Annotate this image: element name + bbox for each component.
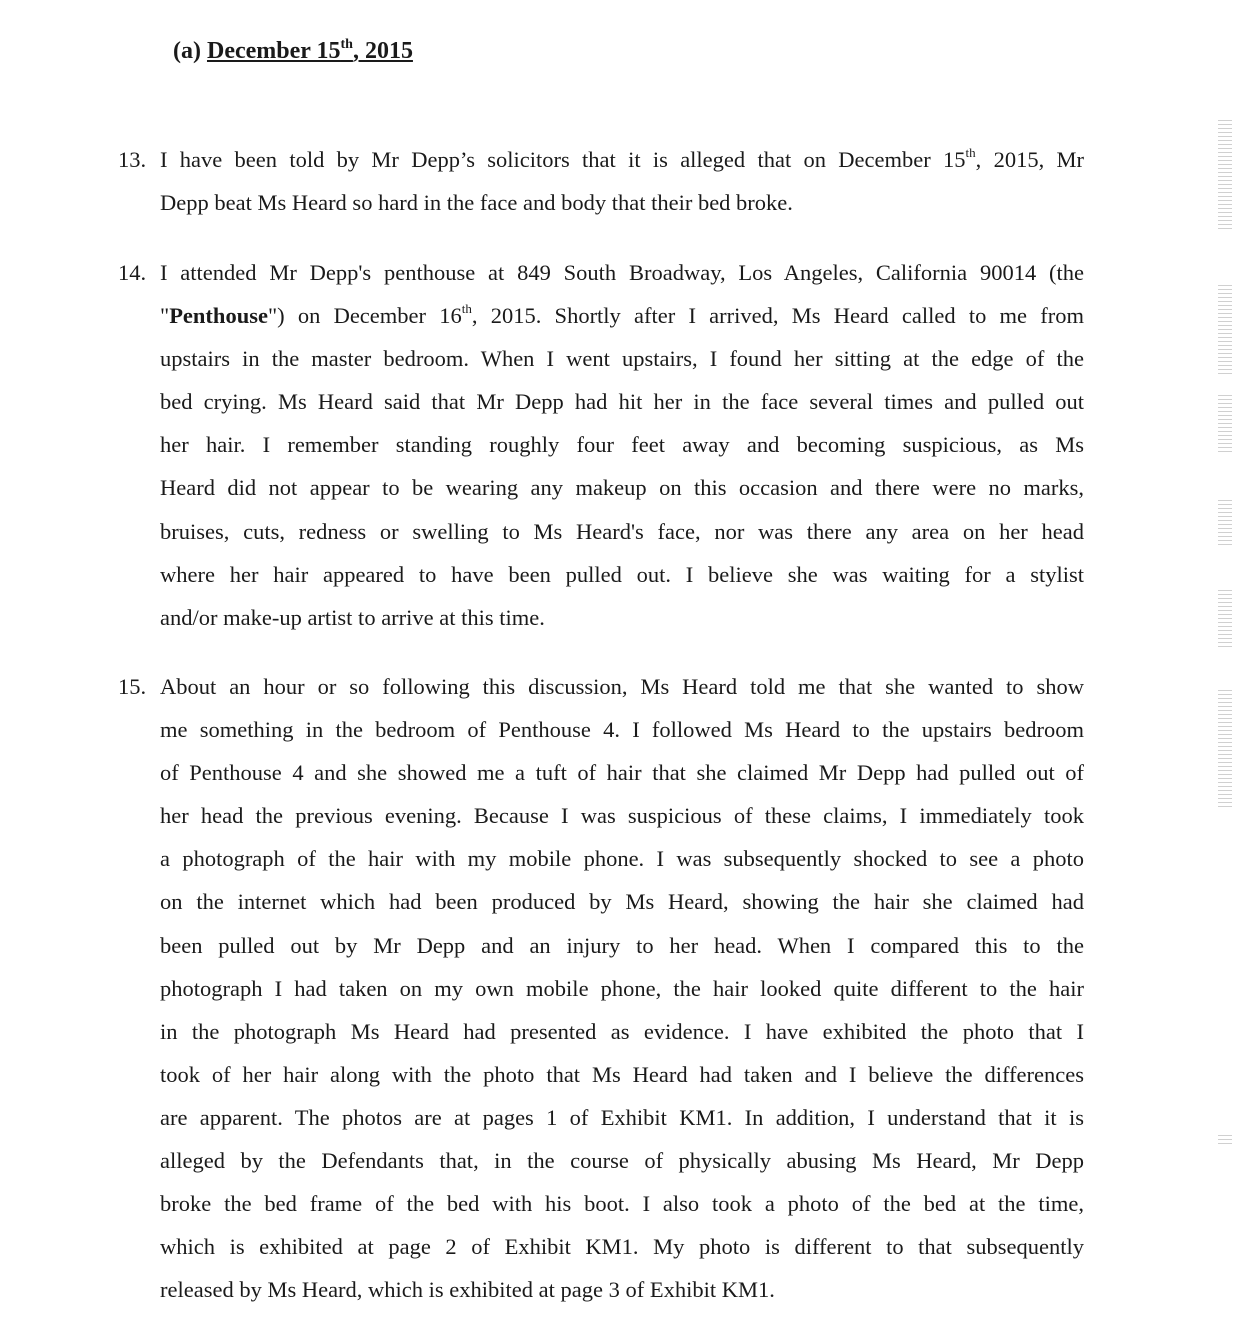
paragraph-13	[118, 138, 1084, 224]
line-text: "	[160, 303, 170, 329]
section-title-main: December 15	[206, 38, 341, 64]
line-text: her hair. I remember standing roughly four feet away and becoming suspicious, as Ms	[160, 432, 1084, 458]
paragraph-line	[160, 423, 1084, 466]
section-heading	[173, 36, 413, 70]
paragraph-line	[160, 1053, 1084, 1096]
line-text: been pulled out by Mr Depp and an injury to her head. When I compared this to the	[160, 932, 1084, 958]
paragraph-line	[160, 967, 1084, 1010]
paragraph-line	[160, 924, 1084, 967]
line-text: Depp beat Ms Heard so hard in the face and body that their bed broke.	[160, 190, 793, 216]
paragraph-line	[160, 1096, 1084, 1139]
line-text: of Penthouse 4 and she showed me a tuft of hair that she claimed Mr Depp had pulled out of	[160, 760, 1084, 786]
paragraph-number: 14.	[118, 260, 147, 285]
line-text: I attended Mr Depp's penthouse at 849 South Broadway, Los Angeles, California 90014 (the	[160, 260, 1084, 285]
line-text: are apparent. The photos are at pages 1 of Exhibit KM1. In addition, I understand that it is	[160, 1104, 1084, 1130]
superscript: th	[461, 301, 472, 317]
line-text: photograph I had taken on my own mobile phone, the hair looked quite different to the hair	[160, 975, 1084, 1001]
section-title-superscript: th	[340, 37, 353, 52]
paragraph-line	[160, 1182, 1084, 1225]
defined-term: Penthouse	[169, 303, 268, 329]
line-text: upstairs in the master bedroom. When I went upstairs, I found her sitting at the edge of the	[160, 346, 1084, 372]
line-text: , 2015, Mr	[975, 147, 1084, 172]
section-title	[207, 38, 413, 64]
line-text: on the internet which had been produced by Ms Heard, showing the hair she claimed had	[160, 889, 1084, 915]
scan-artifact	[1218, 285, 1232, 375]
paragraph-line	[160, 708, 1084, 751]
scan-artifact	[1218, 1135, 1232, 1147]
line-text: released by Ms Heard, which is exhibited at page 3 of Exhibit KM1.	[160, 1277, 775, 1303]
line-text: I have been told by Mr Depp’s solicitors that it is alleged that on December 15	[160, 147, 966, 172]
paragraph-body	[160, 138, 1084, 224]
paragraph-line	[160, 337, 1084, 380]
paragraph-line	[160, 596, 1084, 639]
line-text: me something in the bedroom of Penthouse 4. I followed Ms Heard to the upstairs bedroom	[160, 717, 1084, 743]
paragraph-line	[160, 837, 1084, 880]
section-label: (a)	[173, 38, 201, 64]
line-text: , 2015. Shortly after I arrived, Ms Heard called to me from	[471, 303, 1084, 329]
paragraph-line	[160, 251, 1084, 294]
paragraph-line	[160, 294, 1084, 337]
line-text: broke the bed frame of the bed with his boot. I also took a photo of the bed at the time,	[160, 1191, 1084, 1217]
line-text: her head the previous evening. Because I was suspicious of these claims, I immediately took	[160, 803, 1084, 829]
paragraph-line	[160, 466, 1084, 509]
paragraph-line	[160, 1139, 1084, 1182]
paragraph-line	[160, 510, 1084, 553]
paragraph-line	[160, 1010, 1084, 1053]
paragraph-line	[160, 751, 1084, 794]
line-text: took of her hair along with the photo that Ms Heard had taken and I believe the differences	[160, 1061, 1084, 1087]
paragraph-line	[160, 665, 1084, 708]
line-text: which is exhibited at page 2 of Exhibit KM1. My photo is different to that subsequently	[160, 1234, 1084, 1260]
paragraph-14	[118, 251, 1084, 639]
section-title-tail: , 2015	[352, 38, 413, 64]
paragraph-line	[160, 1268, 1084, 1311]
scan-artifact	[1218, 690, 1232, 810]
line-text: Heard did not appear to be wearing any makeup on this occasion and there were no marks,	[160, 475, 1084, 501]
paragraph-line	[160, 138, 1084, 181]
line-text: bed crying. Ms Heard said that Mr Depp had hit her in the face several times and pulled out	[160, 389, 1084, 415]
line-text: where her hair appeared to have been pulled out. I believe she was waiting for a stylist	[160, 561, 1084, 587]
scan-artifact	[1218, 590, 1232, 650]
paragraph-line	[160, 1225, 1084, 1268]
line-text: a photograph of the hair with my mobile phone. I was subsequently shocked to see a photo	[160, 846, 1084, 872]
paragraph-body	[160, 665, 1084, 1311]
line-text: About an hour or so following this discussion, Ms Heard told me that she wanted to show	[160, 674, 1084, 699]
paragraph-line	[160, 880, 1084, 923]
line-text: and/or make-up artist to arrive at this time.	[160, 604, 545, 630]
scan-artifact	[1218, 395, 1232, 455]
paragraph-line	[160, 794, 1084, 837]
line-text: ") on December 16	[267, 303, 462, 329]
paragraph-line	[160, 380, 1084, 423]
superscript: th	[965, 145, 976, 160]
scan-artifact	[1218, 120, 1232, 230]
paragraph-line	[160, 553, 1084, 596]
paragraph-line	[160, 181, 1084, 224]
paragraph-body	[160, 251, 1084, 639]
paragraph-number: 15.	[118, 674, 147, 699]
scan-artifact	[1218, 500, 1232, 545]
line-text: alleged by the Defendants that, in the course of physically abusing Ms Heard, Mr Depp	[160, 1148, 1084, 1174]
paragraph-15	[118, 665, 1084, 1311]
line-text: in the photograph Ms Heard had presented as evidence. I have exhibited the photo that I	[160, 1018, 1084, 1044]
line-text: bruises, cuts, redness or swelling to Ms Heard's face, nor was there any area on her head	[160, 518, 1084, 544]
paragraph-number: 13.	[118, 147, 147, 172]
